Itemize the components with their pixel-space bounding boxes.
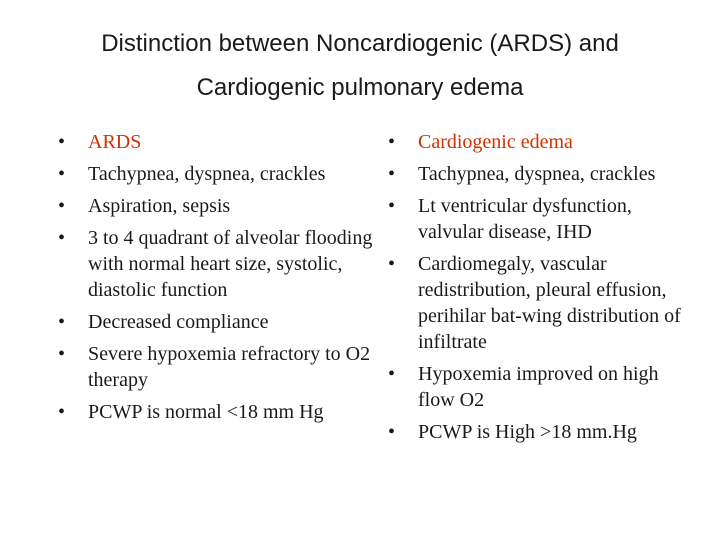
ards-compliance [58,309,378,335]
bullet-icon: • [388,421,396,443]
ards-hypoxemia-text: Severe hypoxemia refractory to O2 therapy [88,343,371,391]
bullet-icon: • [58,343,66,365]
ards-symptoms-text: Tachypnea, dyspnea, crackles [88,163,326,185]
ards-heading-text: ARDS [88,131,142,153]
ards-pcwp-text: PCWP is normal <18 mm Hg [88,401,324,423]
slide-title-line-2: Cardiogenic pulmonary edema [196,74,524,101]
bullet-icon: • [58,401,66,423]
ards-pcwp [58,399,378,425]
ards-heading [58,129,378,155]
cardiogenic-pcwp [388,419,688,445]
bullet-icon: • [58,227,66,249]
cardiogenic-column [388,129,688,451]
ards-column [58,129,378,431]
bullet-icon: • [388,253,396,275]
ards-compliance-text: Decreased compliance [88,311,269,333]
bullet-icon: • [388,363,396,385]
bullet-icon: • [388,131,396,153]
cardiogenic-imaging-text: Cardiomegaly, vascular redistribution, pleural effusion, perihilar bat-wing distribution of infiltrate [418,253,681,353]
cardiogenic-symptoms-text: Tachypnea, dyspnea, crackles [418,163,656,185]
ards-imaging-text: 3 to 4 quadrant of alveolar flooding with normal heart size, systolic, diastolic function [88,227,373,301]
bullet-icon: • [388,163,396,185]
ards-imaging [58,225,378,303]
slide-title-line-1: Distinction between Noncardiogenic (ARDS) and [101,30,619,57]
bullet-icon: • [58,163,66,185]
bullet-icon: • [58,311,66,333]
bullet-icon: • [388,195,396,217]
cardiogenic-hypoxemia [388,361,688,413]
ards-causes-text: Aspiration, sepsis [88,195,231,217]
ards-symptoms [58,161,378,187]
bullet-icon: • [58,131,66,153]
cardiogenic-hypoxemia-text: Hypoxemia improved on high flow O2 [418,363,659,411]
ards-hypoxemia [58,341,378,393]
cardiogenic-heading [388,129,688,155]
ards-causes [58,193,378,219]
cardiogenic-imaging [388,251,688,355]
bullet-icon: • [58,195,66,217]
cardiogenic-pcwp-text: PCWP is High >18 mm.Hg [418,421,637,443]
cardiogenic-causes-text: Lt ventricular dysfunction, valvular disease, IHD [418,195,632,243]
cardiogenic-heading-text: Cardiogenic edema [418,131,573,153]
cardiogenic-symptoms [388,161,688,187]
cardiogenic-causes [388,193,688,245]
